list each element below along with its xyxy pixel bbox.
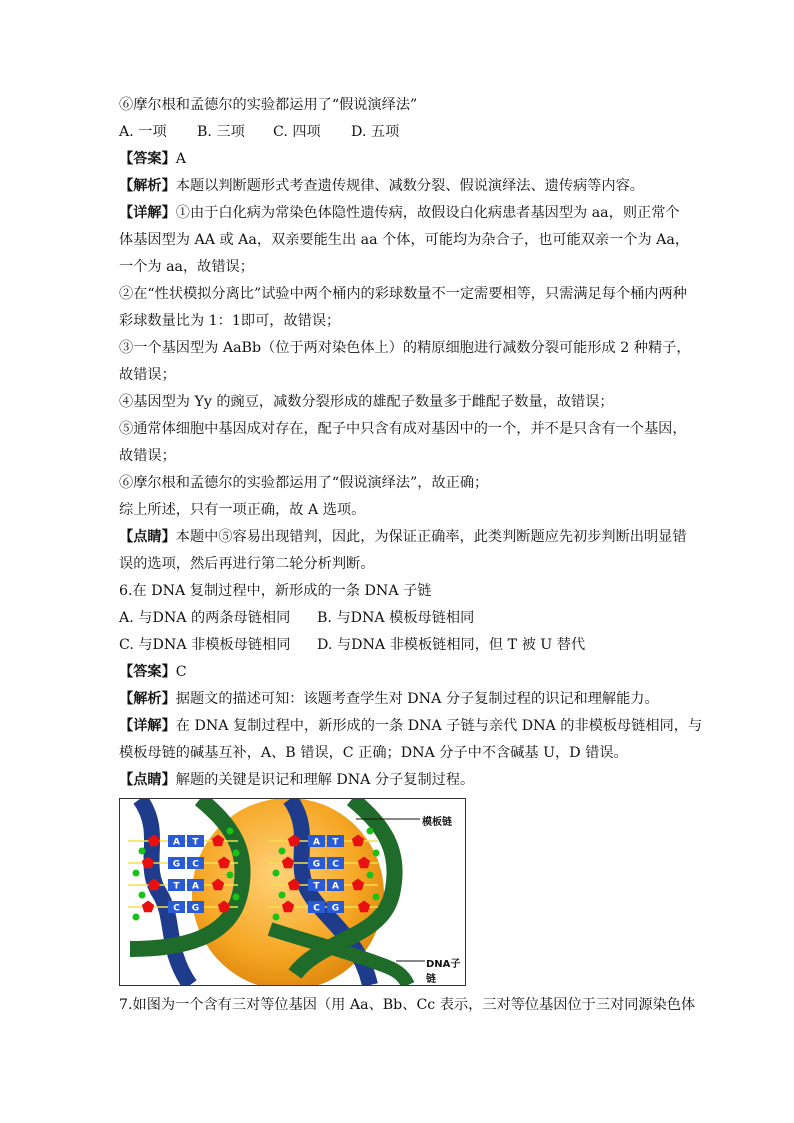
phosphate-dot xyxy=(233,850,240,857)
q5-detail-3: 一个为 aa，故错误； xyxy=(119,259,254,275)
q5-options xyxy=(119,119,681,146)
answer-tag: 【答案】 xyxy=(119,151,176,167)
point-6: ⑥摩尔根和孟德尔的实验都运用了“假说演绎法”，故正确； xyxy=(119,475,489,491)
q6-option-d: D. 与DNA 非模板链相同，但 T 被 U 替代 xyxy=(317,637,586,653)
q5-option-b: B. 三项 xyxy=(197,124,245,140)
q6-option-c: C. 与DNA 非模板母链相同 xyxy=(119,637,291,653)
q6-tip: 【点睛】解题的关键是识记和理解 DNA 分子复制过程。 xyxy=(119,772,475,788)
phosphate-dot xyxy=(367,872,374,879)
q6-options-cd xyxy=(119,632,681,659)
phosphate-dot xyxy=(233,894,240,901)
point-3-line-2: 故错误； xyxy=(119,367,176,383)
q6-answer: 【答案】C xyxy=(119,664,187,680)
point-4: ④基因型为 Yy 的豌豆，减数分裂形成的雄配子数量多于雌配子数量，故错误； xyxy=(119,394,614,410)
q6-options-ab xyxy=(119,605,681,632)
phosphate-dot xyxy=(227,872,234,879)
q5-tip-1: 【点睛】本题中⑤容易出现错判，因此，为保证正确率，此类判断题应先初步判断出明显错 xyxy=(119,529,687,545)
statement-6: ⑥摩尔根和孟德尔的实验都运用了“假说演绎法” xyxy=(119,97,418,113)
phosphate-dot xyxy=(133,870,140,877)
sugar-pentagon xyxy=(142,901,154,913)
q6-detail-1: 【详解】在 DNA 复制过程中，新形成的一条 DNA 子链与亲代 DNA 的非模板母链相同，与 xyxy=(119,718,703,734)
q6-option-a: A. 与DNA 的两条母链相同 xyxy=(119,610,291,626)
phosphate-dot xyxy=(273,870,280,877)
q6-analysis: 【解析】据题文的描述可知：该题考查学生对 DNA 分子复制过程的识记和理解能力。 xyxy=(119,691,659,707)
phosphate-dot xyxy=(133,914,140,921)
phosphate-dot xyxy=(279,892,286,899)
point-2-line-2: 彩球数量比为 1：1即可，故错误； xyxy=(119,313,341,329)
q5-detail-2: 体基因型为 AA 或 Aa，双亲要能生出 aa 个体，可能均为杂合子，也可能双亲一个为 Aa， xyxy=(119,232,690,248)
template-strand-left xyxy=(140,799,190,985)
phosphate-dot xyxy=(373,850,380,857)
point-5-line-2: 故错误； xyxy=(119,448,176,464)
point-2-line-1: ②在“性状模拟分离比”试验中两个桶内的彩球数量不一定需要相等，只需满足每个桶内两种 xyxy=(119,286,687,302)
q5-answer xyxy=(119,146,681,173)
point-5-line-1: ⑤通常体细胞中基因成对存在，配子中只含有成对基因中的一个，并不是只含有一个基因， xyxy=(119,421,687,437)
q5-tip-2: 误的选项，然后再进行第二轮分析判断。 xyxy=(119,556,375,572)
base-letter: G xyxy=(312,859,321,870)
base-letter: C xyxy=(192,859,199,870)
q5-option-d: D. 五项 xyxy=(351,124,400,140)
phosphate-dot xyxy=(367,828,374,835)
base-letter: C xyxy=(173,903,180,914)
base-letter: G xyxy=(191,903,200,914)
base-letter: T xyxy=(173,881,180,892)
phosphate-dot xyxy=(279,848,286,855)
dna-replication-figure xyxy=(119,798,466,986)
detail-tag: 【详解】 xyxy=(119,205,176,221)
base-letter: C xyxy=(313,903,320,914)
q5-option-a: A. 一项 xyxy=(119,124,167,140)
phosphate-dot xyxy=(139,848,146,855)
q6-option-b: B. 与DNA 模板母链相同 xyxy=(317,610,475,626)
q6-detail-2: 模板母链的碱基互补，A、B 错误，C 正确；DNA 分子中不含碱基 U，D 错误。 xyxy=(119,745,628,761)
q5-option-c: C. 四项 xyxy=(273,124,321,140)
base-letter: C xyxy=(332,859,339,870)
base-letter: T xyxy=(313,881,320,892)
base-letter: A xyxy=(313,837,320,848)
q5-analysis: 【解析】本题以判断题形式考查遗传规律、减数分裂、假说演绎法、遗传病等内容。 xyxy=(119,178,644,194)
document-page xyxy=(119,92,703,1019)
phosphate-dot xyxy=(273,914,280,921)
phosphate-dot xyxy=(373,894,380,901)
q5-detail-1: 【详解】①由于白化病为常染色体隐性遗传病，故假设白化病患者基因型为 aa，则正常个 xyxy=(119,205,680,221)
question-7: 7.如图为一个含有三对等位基因（用 Aa、Bb、Cc 表示，三对等位基因位于三对同源染色体 xyxy=(119,997,696,1013)
daughter-strand-label: DNA子链 xyxy=(426,959,461,985)
base-letter: T xyxy=(332,837,339,848)
point-3-line-1: ③一个基因型为 AaBb（位于两对染色体上）的精原细胞进行减数分裂可能形成 2 种精子， xyxy=(119,340,691,356)
dna-replication-diagram xyxy=(120,799,465,985)
phosphate-dot xyxy=(139,892,146,899)
question-6: 6.在 DNA 复制过程中，新形成的一条 DNA 子链 xyxy=(119,583,432,599)
base-letter: A xyxy=(192,881,199,892)
base-letter: G xyxy=(331,903,340,914)
tip-tag: 【点睛】 xyxy=(119,529,176,545)
base-letter: A xyxy=(173,837,180,848)
summary: 综上所述，只有一项正确，故 A 选项。 xyxy=(119,502,366,518)
base-letter: G xyxy=(172,859,181,870)
base-letter: A xyxy=(332,881,339,892)
phosphate-dot xyxy=(227,828,234,835)
answer-value: A xyxy=(175,151,187,167)
base-letter: T xyxy=(192,837,199,848)
template-strand-label: 模板链 xyxy=(422,817,452,828)
analysis-tag: 【解析】 xyxy=(119,178,176,194)
